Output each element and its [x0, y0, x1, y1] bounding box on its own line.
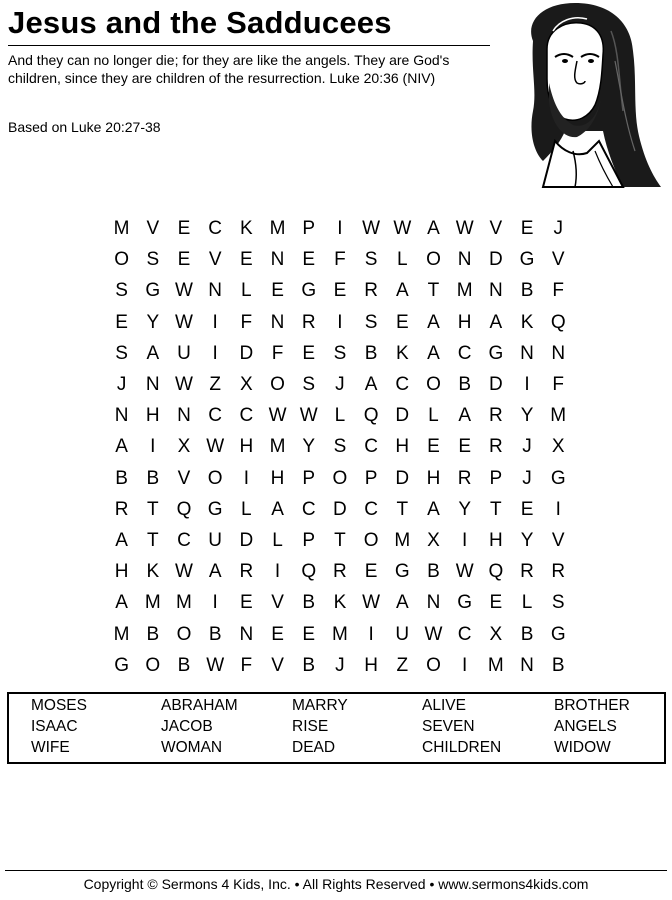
grid-letter: B	[364, 342, 378, 364]
grid-letter: N	[520, 654, 534, 676]
word-list-item: DEAD	[292, 739, 336, 756]
grid-letter: G	[488, 342, 504, 364]
grid-letter: E	[364, 561, 378, 583]
word-search-grid	[106, 213, 574, 681]
grid-letter: X	[427, 529, 440, 551]
footer-divider	[5, 870, 667, 871]
grid-letter: N	[145, 374, 160, 396]
grid-letter: B	[302, 592, 316, 614]
grid-letter: Z	[396, 654, 409, 676]
grid-letter: G	[394, 561, 410, 583]
grid-letter: E	[395, 311, 409, 333]
grid-letter: H	[364, 654, 378, 676]
grid-letter: L	[521, 592, 533, 614]
grid-letter: R	[301, 311, 316, 333]
grid-letter: N	[488, 280, 503, 302]
grid-letter: A	[146, 342, 160, 364]
grid-letter: E	[177, 218, 191, 240]
grid-letter: R	[551, 561, 566, 583]
scripture-verse: And they can no longer die; for they are like the angels. They are God's children, since they are children of the resurrection. Luke 20:36 (NIV)	[8, 52, 450, 86]
grid-row	[106, 400, 574, 431]
grid-letter: K	[333, 592, 347, 614]
grid-letter: N	[177, 405, 191, 427]
grid-letter: O	[207, 467, 223, 489]
grid-letter: E	[520, 218, 534, 240]
grid-letter: O	[426, 374, 441, 396]
grid-letter: E	[520, 498, 534, 520]
grid-row	[106, 556, 574, 587]
grid-letter: A	[427, 218, 440, 240]
grid-letter: J	[522, 467, 532, 489]
grid-letter: M	[269, 436, 286, 458]
grid-letter: W	[393, 218, 412, 240]
grid-letter: A	[395, 280, 409, 302]
grid-row	[106, 213, 574, 244]
grid-letter: J	[335, 374, 345, 396]
grid-letter: U	[208, 529, 223, 551]
grid-letter: C	[364, 498, 378, 520]
grid-letter: Z	[209, 374, 221, 396]
grid-letter: G	[301, 280, 317, 302]
grid-letter: B	[520, 280, 534, 302]
grid-letter: V	[271, 592, 284, 614]
word-list-item: ANGELS	[554, 718, 617, 735]
grid-letter: N	[114, 405, 129, 427]
title-divider	[8, 45, 490, 46]
grid-letter: I	[524, 374, 530, 396]
grid-letter: E	[271, 280, 284, 302]
page-title: Jesus and the Sadducees	[8, 5, 392, 40]
grid-letter: U	[177, 342, 191, 364]
grid-row	[106, 618, 574, 649]
grid-letter: F	[240, 311, 253, 333]
grid-letter: A	[208, 561, 222, 583]
grid-letter: W	[175, 374, 193, 396]
grid-letter: W	[299, 405, 318, 427]
grid-letter: P	[302, 218, 316, 240]
grid-letter: T	[334, 529, 346, 551]
grid-letter: L	[241, 280, 252, 302]
word-list-item: ISAAC	[31, 718, 78, 735]
grid-letter: C	[457, 342, 472, 364]
grid-row	[106, 369, 574, 400]
grid-letter: O	[145, 654, 161, 676]
grid-letter: B	[302, 654, 316, 676]
grid-letter: P	[302, 529, 316, 551]
grid-letter: O	[332, 467, 348, 489]
grid-letter: R	[333, 561, 347, 583]
grid-letter: N	[270, 249, 285, 271]
grid-letter: C	[239, 405, 254, 427]
grid-letter: W	[362, 592, 381, 614]
grid-row	[106, 431, 574, 462]
word-list-item: WIDOW	[554, 739, 611, 756]
grid-letter: E	[458, 436, 471, 458]
grid-letter: B	[146, 467, 160, 489]
grid-letter: H	[426, 467, 441, 489]
grid-letter: S	[146, 249, 160, 271]
grid-letter: V	[208, 249, 222, 271]
grid-letter: R	[457, 467, 472, 489]
grid-letter: E	[427, 436, 440, 458]
grid-letter: F	[552, 280, 565, 302]
grid-letter: G	[550, 467, 566, 489]
grid-letter: H	[145, 405, 160, 427]
grid-letter: Y	[146, 311, 160, 333]
grid-letter: Q	[488, 561, 504, 583]
grid-letter: I	[212, 342, 218, 364]
grid-letter: B	[427, 561, 440, 583]
grid-letter: M	[487, 654, 504, 676]
grid-letter: A	[364, 374, 378, 396]
grid-letter: O	[176, 623, 192, 645]
grid-letter: Y	[458, 498, 471, 520]
grid-letter: O	[363, 529, 379, 551]
grid-letter: D	[395, 405, 410, 427]
grid-letter: A	[395, 592, 409, 614]
grid-letter: W	[455, 561, 474, 583]
grid-letter: M	[331, 623, 348, 645]
grid-letter: V	[551, 249, 565, 271]
grid-letter: G	[114, 654, 129, 676]
grid-letter: C	[364, 436, 378, 458]
grid-letter: C	[177, 529, 191, 551]
grid-letter: S	[333, 436, 347, 458]
grid-letter: H	[114, 561, 129, 583]
grid-letter: W	[175, 311, 193, 333]
grid-letter: A	[271, 498, 284, 520]
grid-letter: N	[457, 249, 472, 271]
grid-letter: B	[177, 654, 191, 676]
grid-letter: W	[206, 654, 225, 676]
grid-letter: M	[144, 592, 161, 614]
grid-letter: W	[268, 405, 287, 427]
grid-letter: D	[395, 467, 410, 489]
jesus-portrait-illustration	[503, 1, 663, 189]
grid-letter: F	[334, 249, 346, 271]
grid-letter: E	[177, 249, 191, 271]
grid-letter: B	[520, 623, 534, 645]
grid-letter: O	[114, 249, 129, 271]
grid-letter: A	[458, 405, 471, 427]
grid-row	[106, 650, 574, 681]
grid-letter: X	[240, 374, 253, 396]
grid-letter: E	[489, 592, 503, 614]
grid-row	[106, 275, 574, 306]
grid-letter: F	[271, 342, 284, 364]
grid-letter: D	[239, 342, 254, 364]
grid-letter: K	[520, 311, 534, 333]
grid-letter: E	[302, 623, 316, 645]
grid-letter: V	[271, 654, 284, 676]
grid-letter: K	[146, 561, 160, 583]
grid-letter: Y	[520, 529, 534, 551]
grid-letter: W	[175, 280, 193, 302]
grid-letter: S	[333, 342, 347, 364]
grid-letter: C	[457, 623, 472, 645]
grid-letter: Y	[520, 405, 534, 427]
grid-letter: S	[302, 374, 316, 396]
word-list-item: SEVEN	[422, 718, 475, 735]
grid-letter: R	[239, 561, 254, 583]
grid-letter: G	[207, 498, 223, 520]
grid-letter: T	[490, 498, 502, 520]
word-list-box	[7, 692, 666, 764]
grid-letter: A	[115, 592, 128, 614]
grid-letter: S	[551, 592, 565, 614]
grid-letter: G	[519, 249, 535, 271]
grid-letter: N	[208, 280, 223, 302]
grid-letter: Q	[301, 561, 317, 583]
grid-letter: S	[364, 249, 378, 271]
grid-letter: F	[552, 374, 565, 396]
grid-letter: D	[239, 529, 254, 551]
grid-letter: A	[115, 529, 128, 551]
grid-letter: I	[555, 498, 561, 520]
grid-letter: I	[337, 311, 343, 333]
grid-letter: G	[145, 280, 161, 302]
grid-letter: M	[113, 218, 130, 240]
grid-letter: E	[302, 342, 316, 364]
grid-letter: I	[274, 561, 281, 583]
grid-letter: N	[426, 592, 441, 614]
grid-letter: N	[239, 623, 254, 645]
grid-letter: C	[208, 405, 223, 427]
grid-letter: S	[364, 311, 378, 333]
grid-row	[106, 494, 574, 525]
word-list-item: WOMAN	[161, 739, 223, 756]
grid-letter: V	[146, 218, 160, 240]
grid-letter: R	[488, 436, 503, 458]
grid-letter: L	[396, 249, 408, 271]
grid-letter: T	[146, 498, 159, 520]
grid-letter: K	[395, 342, 409, 364]
grid-letter: I	[150, 436, 156, 458]
word-list-item: ALIVE	[422, 697, 466, 714]
grid-letter: I	[337, 218, 343, 240]
grid-letter: R	[364, 280, 378, 302]
grid-letter: D	[488, 374, 503, 396]
grid-letter: R	[488, 405, 503, 427]
grid-letter: E	[240, 592, 253, 614]
grid-letter: I	[462, 529, 468, 551]
grid-letter: Q	[550, 311, 566, 333]
grid-letter: B	[551, 654, 565, 676]
grid-letter: V	[551, 529, 565, 551]
grid-letter: G	[457, 592, 473, 614]
grid-letter: W	[424, 623, 443, 645]
grid-letter: I	[243, 467, 249, 489]
grid-letter: W	[175, 561, 193, 583]
grid-letter: O	[270, 374, 285, 396]
grid-letter: U	[395, 623, 410, 645]
grid-letter: L	[428, 405, 439, 427]
grid-letter: E	[302, 249, 316, 271]
grid-letter: D	[333, 498, 347, 520]
grid-letter: I	[462, 654, 468, 676]
word-list-item: CHILDREN	[422, 739, 502, 756]
grid-letter: A	[115, 436, 128, 458]
grid-letter: S	[115, 342, 128, 364]
grid-letter: X	[177, 436, 191, 458]
grid-letter: R	[520, 561, 534, 583]
grid-letter: O	[426, 654, 441, 676]
grid-letter: H	[488, 529, 503, 551]
grid-letter: P	[302, 467, 316, 489]
copyright-footer: Copyright © Sermons 4 Kids, Inc. • All Rights Reserved • www.sermons4kids.com	[83, 876, 589, 892]
grid-letter: B	[115, 467, 128, 489]
grid-letter: T	[427, 280, 440, 302]
grid-letter: L	[272, 529, 283, 551]
grid-letter: I	[368, 623, 374, 645]
grid-letter: V	[489, 218, 503, 240]
grid-letter: J	[522, 436, 532, 458]
grid-letter: R	[114, 498, 129, 520]
grid-letter: A	[427, 311, 440, 333]
grid-letter: W	[206, 436, 225, 458]
word-list-item: JACOB	[161, 718, 213, 735]
grid-letter: T	[146, 529, 159, 551]
grid-letter: D	[488, 249, 503, 271]
grid-letter: G	[550, 623, 566, 645]
grid-letter: Q	[363, 405, 379, 427]
grid-letter: C	[208, 218, 223, 240]
grid-letter: E	[240, 249, 253, 271]
grid-letter: A	[427, 498, 440, 520]
grid-letter: N	[520, 342, 534, 364]
grid-letter: H	[270, 467, 285, 489]
grid-letter: A	[427, 342, 440, 364]
grid-letter: B	[146, 623, 160, 645]
grid-letter: T	[396, 498, 409, 520]
grid-letter: C	[395, 374, 410, 396]
grid-row	[106, 525, 574, 556]
grid-letter: C	[301, 498, 316, 520]
grid-letter: B	[458, 374, 471, 396]
word-list-item: WIFE	[31, 739, 70, 756]
grid-letter: M	[456, 280, 473, 302]
scripture-reference: Based on Luke 20:27-38	[8, 119, 161, 135]
grid-letter: L	[334, 405, 346, 427]
grid-row	[106, 244, 574, 275]
grid-letter: J	[553, 218, 563, 240]
grid-letter: I	[212, 592, 218, 614]
grid-letter: I	[212, 311, 218, 333]
grid-letter: V	[177, 467, 191, 489]
grid-letter: N	[270, 311, 285, 333]
grid-letter: M	[269, 218, 286, 240]
grid-letter: P	[364, 467, 378, 489]
grid-letter: L	[241, 498, 252, 520]
grid-row	[106, 463, 574, 494]
grid-letter: E	[115, 311, 128, 333]
grid-letter: J	[335, 654, 345, 676]
grid-letter: J	[116, 374, 127, 396]
grid-letter: W	[455, 218, 474, 240]
grid-row	[106, 338, 574, 369]
grid-letter: N	[551, 342, 566, 364]
grid-letter: W	[362, 218, 381, 240]
grid-letter: X	[551, 436, 565, 458]
word-list-item: RISE	[292, 718, 329, 735]
grid-letter: F	[240, 654, 253, 676]
grid-letter: B	[208, 623, 222, 645]
grid-letter: P	[489, 467, 503, 489]
grid-letter: M	[550, 405, 567, 427]
word-list-item: MARRY	[292, 697, 348, 714]
grid-letter: K	[240, 218, 253, 240]
grid-letter: S	[115, 280, 128, 302]
grid-letter: H	[239, 436, 254, 458]
grid-letter: M	[113, 623, 130, 645]
word-list-item: ABRAHAM	[161, 697, 238, 714]
word-list-item: BROTHER	[554, 697, 630, 714]
grid-letter: O	[426, 249, 441, 271]
grid-row	[106, 307, 574, 338]
word-list-item: MOSES	[31, 697, 87, 714]
grid-letter: E	[271, 623, 284, 645]
grid-letter: A	[489, 311, 503, 333]
grid-letter: M	[176, 592, 192, 614]
grid-letter: H	[395, 436, 410, 458]
grid-letter: Q	[176, 498, 192, 520]
grid-letter: X	[489, 623, 503, 645]
grid-letter: H	[457, 311, 472, 333]
grid-letter: M	[394, 529, 411, 551]
grid-letter: E	[333, 280, 347, 302]
grid-row	[106, 587, 574, 618]
grid-letter: Y	[302, 436, 316, 458]
